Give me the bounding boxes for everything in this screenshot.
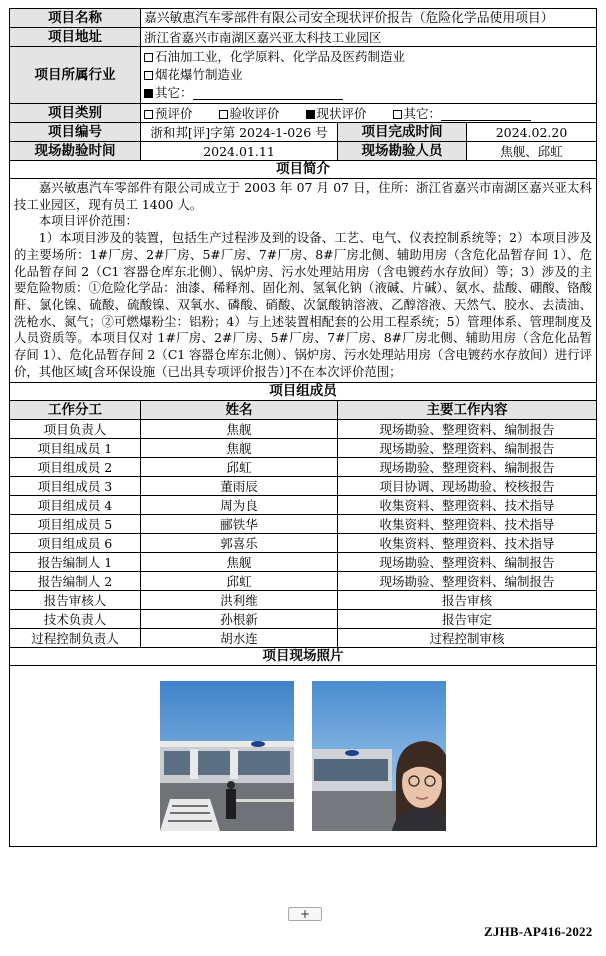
team-row — [10, 439, 597, 458]
industry-option-other[interactable]: 其它： — [144, 84, 593, 102]
team-name-cell: 焦舰 — [141, 439, 338, 458]
document-code: ZJHB-AP416-2022 — [484, 924, 593, 939]
safety-assessment-info-table — [9, 8, 597, 847]
project-number-value: 浙和邦[评]字第 2024-1-026 号 — [141, 123, 338, 142]
building-photo-image — [160, 681, 294, 831]
team-work-cell: 收集资料、整理资料、技术指导 — [338, 496, 597, 515]
category-option-status[interactable]: 现状评价 — [306, 106, 367, 121]
team-row — [10, 420, 597, 439]
intro-paragraph-company: 嘉兴敏惠汽车零部件有限公司成立于 2003 年 07 月 07 日，住所：浙江省嘉兴市南湖区嘉兴亚太科技工业园区，现有员工 1400 人。 — [14, 180, 593, 212]
team-row — [10, 458, 597, 477]
team-row — [10, 591, 597, 610]
team-table-body — [10, 420, 597, 648]
photos-section-title: 项目现场照片 — [10, 648, 597, 666]
checkbox-unchecked-icon — [219, 110, 228, 119]
team-work-cell: 现场勘验、整理资料、编制报告 — [338, 420, 597, 439]
team-name-cell: 郭喜乐 — [141, 534, 338, 553]
team-header-work: 主要工作内容 — [338, 401, 597, 420]
intro-paragraph-scope: 1）本项目涉及的装置，包括生产过程涉及到的设备、工艺、电气、仪表控制系统等；2）本项目涉及的主要场所：1#厂房、2#厂房、5#厂房、7#厂房、8#厂房北侧、辅助用房（含危化品暂存间 1）、危化品暂存间 2（C1 容器仓库东北侧）、锅炉房、污水处理站用房（含电镀药水存放间）等；3）涉及的主要危险物质：①危险化学品：油漆、稀释剂、固化剂、氢氧化钠（液碱、片碱）、氨水、盐酸、硼酸、铬酸酐、氯化镍、硫酸、硫酸镍、双氧水、磷酸、硝酸、次氯酸钠溶液、乙醇溶液、天然气、胶水、去渍油、洗枪水、氮气；②可燃爆粉尘：铝粉；4）与上述装置相配套的公用工程系统；5）管理体系、管理制度及人员资质等。本项目仅对 1#厂房、2#厂房、5#厂房、7#厂房、8#厂房北侧、辅助用房（含危化品暂存间 1）、危化品暂存间 2（C1 容器仓库东北侧）、锅炉房、污水处理站用房（含电镀药水存放间）进行评价，其他区域[含环保设施（已出具专项评价报告）]不在本次评价范围； — [14, 230, 593, 379]
site-photos — [10, 666, 597, 847]
team-role-cell: 项目组成员 5 — [10, 515, 141, 534]
team-section-title: 项目组成员 — [10, 383, 597, 401]
team-work-cell: 项目协调、现场勘验、校核报告 — [338, 477, 597, 496]
category-label: 项目类别 — [10, 104, 141, 123]
industry-options — [141, 47, 597, 104]
checkbox-unchecked-icon — [144, 53, 153, 62]
team-role-cell: 项目组成员 6 — [10, 534, 141, 553]
team-name-cell: 邱虹 — [141, 572, 338, 591]
team-work-cell: 报告审核 — [338, 591, 597, 610]
team-row — [10, 477, 597, 496]
team-name-cell: 邱虹 — [141, 458, 338, 477]
survey-time-label: 现场勘验时间 — [10, 142, 141, 161]
team-work-cell: 收集资料、整理资料、技术指导 — [338, 534, 597, 553]
survey-staff-value: 焦舰、邱虹 — [467, 142, 597, 161]
site-photo-building — [160, 681, 294, 831]
team-role-cell: 报告编制人 1 — [10, 553, 141, 572]
category-option-pre[interactable]: 预评价 — [144, 106, 193, 121]
team-row — [10, 534, 597, 553]
team-name-cell: 洪利维 — [141, 591, 338, 610]
team-row — [10, 629, 597, 648]
team-name-cell: 郦铁华 — [141, 515, 338, 534]
team-name-cell: 焦舰 — [141, 420, 338, 439]
team-row — [10, 553, 597, 572]
intro-paragraph-scope-heading: 本项目评价范围： — [38, 213, 138, 229]
checkbox-unchecked-icon — [393, 110, 402, 119]
completion-time-label: 项目完成时间 — [338, 123, 467, 142]
team-role-cell: 过程控制负责人 — [10, 629, 141, 648]
project-address-value: 浙江省嘉兴市南湖区嘉兴亚太科技工业园区 — [141, 28, 597, 47]
project-name-label: 项目名称 — [10, 9, 141, 28]
checkbox-unchecked-icon — [144, 110, 153, 119]
team-header-row — [10, 401, 597, 420]
team-row — [10, 496, 597, 515]
team-role-cell: 项目组成员 2 — [10, 458, 141, 477]
team-header-role: 工作分工 — [10, 401, 141, 420]
checkbox-unchecked-icon — [144, 71, 153, 80]
industry-option-petrochem[interactable]: 石油加工业，化学原料、化学品及医药制造业 — [144, 48, 593, 66]
selfie-photo-image — [312, 681, 446, 831]
team-row — [10, 610, 597, 629]
industry-option-fireworks[interactable]: 烟花爆竹制造业 — [144, 66, 593, 84]
team-role-cell: 项目组成员 3 — [10, 477, 141, 496]
team-work-cell: 现场勘验、整理资料、编制报告 — [338, 553, 597, 572]
team-work-cell: 报告审定 — [338, 610, 597, 629]
completion-time-value: 2024.02.20 — [467, 123, 597, 142]
project-name-value: 嘉兴敏惠汽车零部件有限公司安全现状评价报告（危险化学品使用项目） — [141, 9, 597, 28]
team-row — [10, 572, 597, 591]
intro-section-title: 项目简介 — [10, 161, 597, 179]
team-row — [10, 515, 597, 534]
team-name-cell: 周为良 — [141, 496, 338, 515]
industry-label: 项目所属行业 — [10, 47, 141, 104]
team-role-cell: 项目负责人 — [10, 420, 141, 439]
team-work-cell: 现场勘验、整理资料、编制报告 — [338, 439, 597, 458]
survey-time-value: 2024.01.11 — [141, 142, 338, 161]
team-work-cell: 现场勘验、整理资料、编制报告 — [338, 572, 597, 591]
expand-button[interactable]: + — [288, 907, 322, 921]
team-role-cell: 报告审核人 — [10, 591, 141, 610]
team-work-cell: 现场勘验、整理资料、编制报告 — [338, 458, 597, 477]
checkbox-checked-icon — [144, 89, 153, 98]
team-name-cell: 焦舰 — [141, 553, 338, 572]
intro-body — [10, 179, 597, 383]
team-work-cell: 过程控制审核 — [338, 629, 597, 648]
team-work-cell: 收集资料、整理资料、技术指导 — [338, 515, 597, 534]
team-role-cell: 项目组成员 4 — [10, 496, 141, 515]
team-role-cell: 项目组成员 1 — [10, 439, 141, 458]
site-photo-selfie — [312, 681, 446, 831]
project-address-label: 项目地址 — [10, 28, 141, 47]
industry-other-field[interactable] — [193, 86, 343, 100]
category-options — [141, 104, 597, 123]
team-name-cell: 孙根新 — [141, 610, 338, 629]
category-option-other[interactable]: 其它： — [393, 106, 532, 121]
category-option-acceptance[interactable]: 验收评价 — [219, 106, 280, 121]
team-role-cell: 技术负责人 — [10, 610, 141, 629]
checkbox-checked-icon — [306, 110, 315, 119]
team-name-cell: 胡水连 — [141, 629, 338, 648]
team-name-cell: 董雨辰 — [141, 477, 338, 496]
team-header-name: 姓名 — [141, 401, 338, 420]
project-number-label: 项目编号 — [10, 123, 141, 142]
survey-staff-label: 现场勘验人员 — [338, 142, 467, 161]
category-other-field[interactable] — [441, 107, 531, 121]
team-role-cell: 报告编制人 2 — [10, 572, 141, 591]
